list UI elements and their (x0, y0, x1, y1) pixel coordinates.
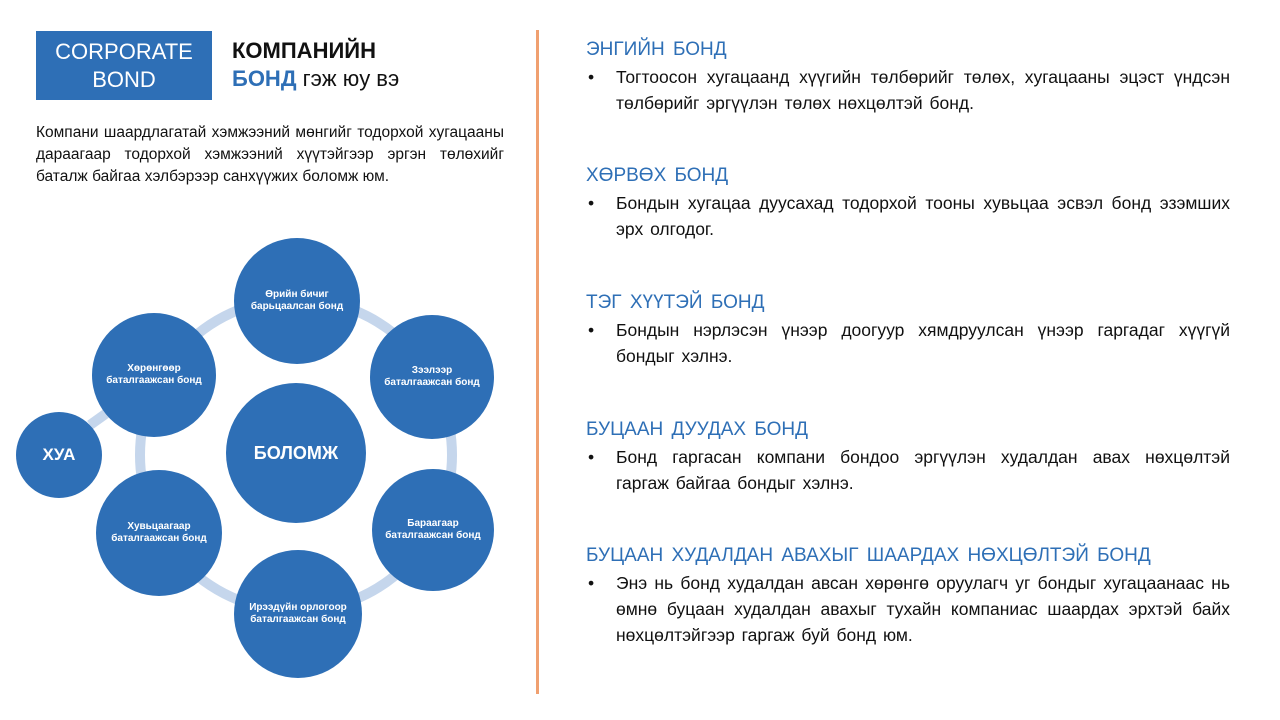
node-label: Бараагаар баталгаажсан бонд (385, 518, 481, 541)
node-label: Хувьцаагаар баталгаажсан бонд (111, 521, 207, 544)
section-heading: ХӨРВӨХ БОНД (586, 165, 729, 186)
section-text: Тогтоосон хугацаанд хүүгийн төлбөрийг төлөх, хугацааны эцэст үндсэн төлбөрийг эргүүлэн төлөх нөхцөлтэй бонд. (616, 67, 1230, 113)
diagram-node-2 (370, 315, 494, 439)
diagram-outer-circle (16, 412, 102, 498)
section-plain-bond (586, 38, 1230, 116)
section-text: Бондын нэрлэсэн үнээр доогуур хямдруулсан үнээр гаргадаг хүүгүй бондыг хэлнэ. (616, 320, 1230, 366)
section-heading: БУЦААН ХУДАЛДАН АВАХЫГ ШААРДАХ НӨХЦӨЛТЭЙ БОНД (586, 545, 1151, 566)
bullet-icon: • (588, 193, 595, 213)
section-convertible-bond (586, 164, 1230, 242)
center-label: БОЛОМЖ (253, 443, 339, 463)
diagram-node-4 (234, 550, 362, 678)
bullet-icon: • (588, 447, 595, 467)
section-text: Бондын хугацаа дуусахад тодорхой тооны хувьцаа эсвэл бонд эзэмших эрх олгодог. (616, 193, 1230, 239)
diagram-node-6 (92, 313, 216, 437)
section-heading: ТЭГ ХҮҮТЭЙ БОНД (586, 292, 765, 313)
bond-types-diagram (0, 0, 540, 720)
vertical-divider (536, 30, 539, 694)
node-label: Хөрөнгөөр баталгаажсан бонд (106, 363, 202, 386)
title-rest: гэж юу вэ (296, 66, 400, 91)
title-line-1: КОМПАНИЙН (232, 38, 376, 63)
node-label: Өрийн бичиг барьцаалсан бонд (250, 289, 344, 312)
diagram-node-1 (234, 238, 360, 364)
diagram-node-5 (96, 470, 222, 596)
intro-paragraph: Компани шаардлагатай хэмжээний мөнгийг тодорхой хугацааны дараагаар тодорхой хэмжээний хүүтэйгээр эргэн төлөхийг баталж байгаа хэлбэрээр санхүүжих боломж юм. (36, 124, 504, 185)
diagram-node-3 (372, 469, 494, 591)
title-bond-word: БОНД (232, 66, 297, 91)
section-heading: ЭНГИЙН БОНД (586, 39, 727, 60)
section-callable-bond (586, 418, 1230, 496)
section-item (586, 570, 1230, 648)
section-zero-coupon-bond (586, 291, 1230, 369)
section-item (586, 64, 1230, 116)
diagram-center-circle (226, 383, 366, 523)
node-label: Ирээдүйн орлогоор баталгаажсан бонд (249, 602, 347, 625)
bullet-icon: • (588, 67, 595, 87)
section-text: Энэ нь бонд худалдан авсан хөрөнгө оруулагч уг бондыг хугацаанаас нь өмнө буцаан худалдан авахыг тухайн компаниас шаардах эрхтэй байх нөхцөлтэйгээр гаргаж буй бонд юм. (616, 573, 1230, 645)
outer-label: ХУА (42, 445, 76, 464)
section-item (586, 317, 1230, 369)
badge-line-2: BOND (92, 66, 156, 92)
bullet-icon: • (588, 573, 595, 593)
section-item (586, 190, 1230, 242)
section-text: Бонд гаргасан компани бондоо эргүүлэн худалдан авах нөхцөлтэй гаргаж байгаа бондыг хэлнэ. (616, 447, 1230, 493)
node-label: Зээлээр баталгаажсан бонд (384, 365, 480, 388)
section-item (586, 444, 1230, 496)
badge-line-1: CORPORATE (55, 38, 193, 64)
section-puttable-bond (586, 544, 1230, 648)
section-heading: БУЦААН ДУУДАХ БОНД (586, 419, 808, 440)
bullet-icon: • (588, 320, 595, 340)
